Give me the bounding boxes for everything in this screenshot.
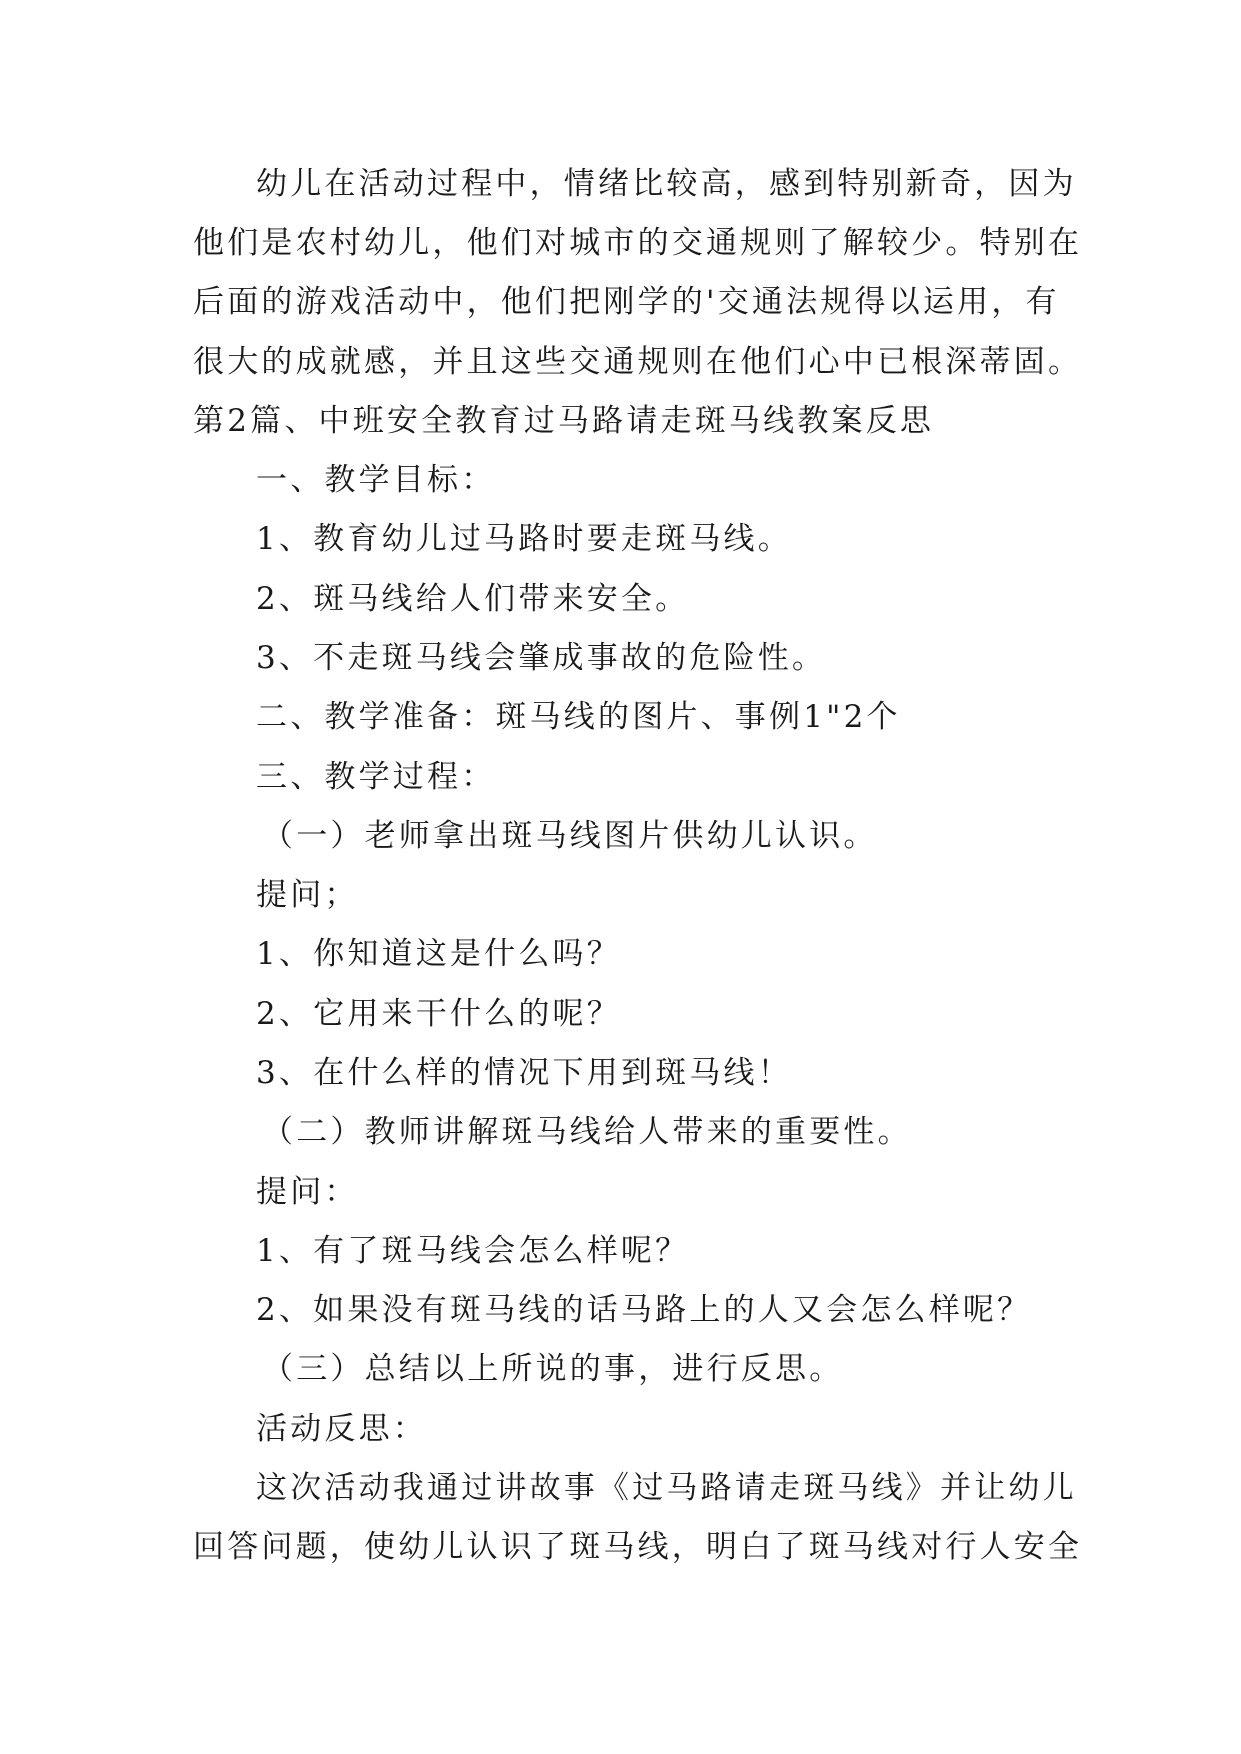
subheading: 一、教学目标： bbox=[256, 462, 496, 498]
paragraph-line: 提问； bbox=[256, 877, 359, 913]
list-item: 2、它用来干什么的呢？ bbox=[256, 996, 621, 1032]
paragraph-line: 回答问题，使幼儿认识了斑马线，明白了斑马线对行人安全 bbox=[193, 1529, 1083, 1565]
subheading: 二、教学准备：斑马线的图片、事例1"2个 bbox=[256, 699, 901, 735]
list-item: 1、你知道这是什么吗？ bbox=[256, 936, 621, 972]
step-heading: （三）总结以上所说的事，进行反思。 bbox=[262, 1351, 844, 1387]
paragraph-line: 幼儿在活动过程中，情绪比较高，感到特别新奇，因为 bbox=[256, 166, 1077, 202]
step-heading: （二）教师讲解斑马线给人带来的重要性。 bbox=[262, 1114, 912, 1150]
list-item: 2、斑马线给人们带来安全。 bbox=[256, 581, 690, 617]
paragraph-line: 这次活动我通过讲故事《过马路请走斑马线》并让幼儿 bbox=[256, 1470, 1077, 1506]
list-item: 3、不走斑马线会肇成事故的危险性。 bbox=[256, 640, 827, 676]
step-heading: （一）老师拿出斑马线图片供幼儿认识。 bbox=[262, 818, 878, 854]
list-item: 2、如果没有斑马线的话马路上的人又会怎么样呢？ bbox=[256, 1292, 1032, 1328]
paragraph-line: 很大的成就感，并且这些交通规则在他们心中已根深蒂固。 bbox=[193, 344, 1083, 380]
paragraph-line: 后面的游戏活动中，他们把刚学的'交通法规得以运用，有 bbox=[193, 284, 1060, 320]
subheading: 活动反思： bbox=[256, 1411, 427, 1447]
paragraph-line: 提问： bbox=[256, 1174, 359, 1210]
paragraph-line: 他们是农村幼儿，他们对城市的交通规则了解较少。特别在 bbox=[193, 225, 1083, 261]
section-heading: 第2篇、中班安全教育过马路请走斑马线教案反思 bbox=[193, 403, 935, 439]
subheading: 三、教学过程： bbox=[256, 759, 496, 795]
list-item: 1、有了斑马线会怎么样呢？ bbox=[256, 1233, 690, 1269]
list-item: 1、教育幼儿过马路时要走斑马线。 bbox=[256, 521, 792, 557]
list-item: 3、在什么样的情况下用到斑马线！ bbox=[256, 1055, 792, 1091]
